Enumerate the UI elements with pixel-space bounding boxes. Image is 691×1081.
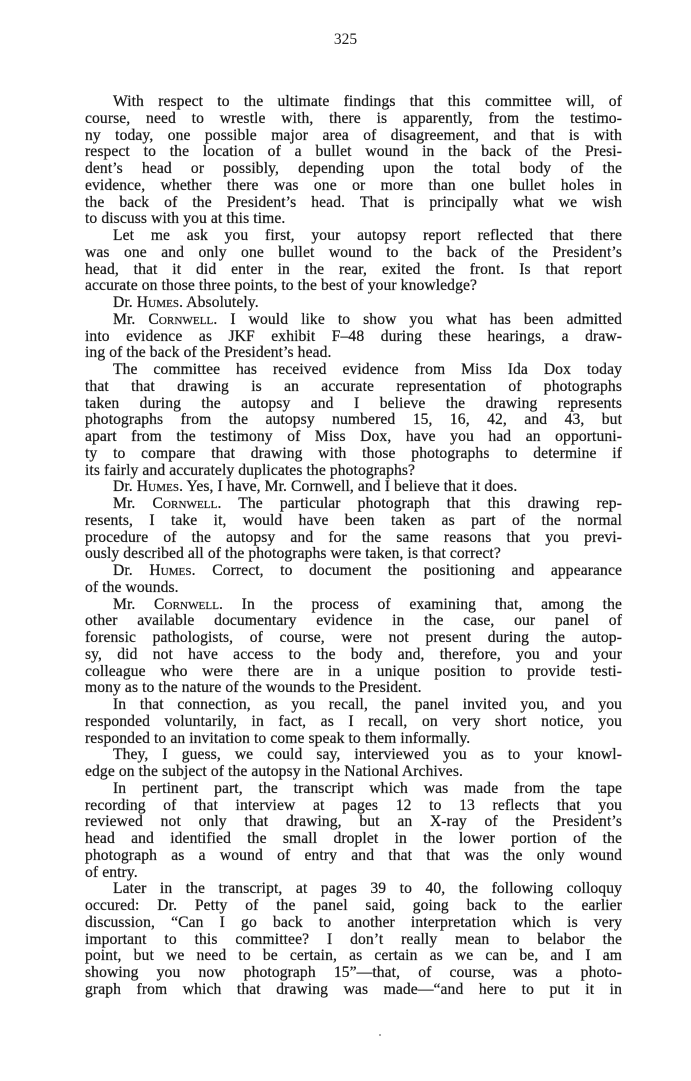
text-line: photographs from the autopsy numbered 15, 16, 42, and 43, but bbox=[85, 411, 622, 429]
text-line: They, I guess, we could say, interviewed you as to your knowl- bbox=[113, 746, 622, 764]
text-line: important to this committee? I don’t really mean to belabor the bbox=[85, 930, 622, 948]
speaker-paragraph bbox=[85, 295, 622, 312]
text-line bbox=[85, 597, 622, 614]
text-line bbox=[85, 496, 622, 513]
text-line: colleague who were there are in a unique position to provide testi- bbox=[85, 662, 622, 680]
speech-text: Yes, I have, Mr. Cornwell, and I believe that it does. bbox=[186, 478, 518, 496]
text-line: respect to the location of a bullet wound in the back of the Presi- bbox=[85, 143, 622, 161]
speaker-paragraph bbox=[85, 496, 622, 563]
text-line: ing of the back of the President’s head. bbox=[85, 344, 332, 362]
text-line bbox=[85, 563, 622, 580]
speaker-name: Humes. bbox=[149, 562, 196, 579]
speaker-name: Humes. bbox=[136, 294, 184, 311]
text-line: The committee has received evidence from Miss Ida Dox today bbox=[113, 361, 622, 378]
text-line: edge on the subject of the autopsy in the National Archives. bbox=[85, 763, 463, 780]
text-line: to discuss with you at this time. bbox=[85, 210, 286, 228]
text-line: accurate on those three points, to the best of your knowledge? bbox=[85, 277, 478, 295]
text-line: head and identified the small droplet in the lower portion of the bbox=[85, 830, 622, 847]
text-line: that that drawing is an accurate representation of photographs bbox=[85, 377, 622, 395]
text-line: point, but we need to be certain, as certain as we can be, and I am bbox=[85, 947, 622, 965]
text-line: of entry. bbox=[85, 863, 138, 881]
text-line: was one and only one bullet wound to the back of the President’s bbox=[85, 243, 622, 261]
speaker-title: Dr. bbox=[113, 294, 133, 311]
text-line: Let me ask you first, your autopsy report reflected that there bbox=[113, 227, 622, 244]
speaker-name: Humes. bbox=[136, 478, 184, 496]
text-line: In that connection, as you recall, the panel invited you, and you bbox=[113, 696, 622, 713]
text-line: evidence, whether there was one or more than one bullet holes in bbox=[85, 176, 622, 194]
speaker-paragraph bbox=[85, 563, 622, 597]
text-line: With respect to the ultimate findings that this committee will, of bbox=[113, 93, 622, 110]
text-line bbox=[85, 312, 622, 329]
speaker-title: Dr. bbox=[113, 562, 133, 579]
speech-text: In the process of examining that, among the bbox=[241, 595, 623, 613]
speech-text: The particular photograph that this drawing rep- bbox=[238, 495, 622, 512]
text-line: occured: Dr. Petty of the panel said, going back to the earlier bbox=[85, 897, 622, 914]
speech-text: Correct, to document the positioning and appearance bbox=[212, 562, 622, 579]
text-line bbox=[85, 479, 622, 496]
page-number: 325 bbox=[333, 31, 358, 48]
text-line: into evidence as JKF exhibit F–48 during these hearings, a draw- bbox=[85, 327, 622, 345]
text-line: taken during the autopsy and I believe the drawing represents bbox=[85, 394, 622, 412]
speech-text: Absolutely. bbox=[186, 294, 259, 311]
paragraph bbox=[85, 94, 622, 228]
speaker-title: Mr. bbox=[113, 595, 136, 613]
text-line: sy, did not have access to the body and, therefore, you and your bbox=[85, 645, 622, 663]
text-line: head, that it did enter in the rear, exited the front. Is that report bbox=[85, 260, 622, 278]
paragraph bbox=[85, 697, 622, 747]
speaker-title: Mr. bbox=[113, 310, 136, 328]
scan-speck bbox=[379, 1034, 381, 1036]
text-line: mony as to the nature of the wounds to the President. bbox=[85, 679, 422, 697]
speaker-title: Dr. bbox=[113, 478, 133, 496]
text-line bbox=[85, 295, 622, 312]
paragraph bbox=[85, 362, 622, 479]
paragraph bbox=[85, 747, 622, 781]
speaker-paragraph bbox=[85, 479, 622, 496]
text-line: photograph as a wound of entry and that that was the only wound bbox=[85, 846, 622, 864]
text-line: other available documentary evidence in the case, our panel of bbox=[85, 612, 622, 630]
text-line: the back of the President’s head. That is principally what we wish bbox=[85, 193, 622, 211]
text-line: of the wounds. bbox=[85, 578, 179, 596]
text-line: Later in the transcript, at pages 39 to 40, the following colloquy bbox=[113, 880, 622, 898]
text-line: graph from which that drawing was made—“and here to put it in bbox=[85, 980, 622, 998]
speech-text: I would like to show you what has been admitted bbox=[230, 310, 623, 328]
text-line: procedure of the autopsy and for the same reasons that you previ- bbox=[85, 528, 622, 546]
text-line: ny today, one possible major area of disagreement, and that is with bbox=[85, 126, 622, 144]
text-line: forensic pathologists, of course, were not present during the autop- bbox=[85, 629, 622, 646]
text-line: responded voluntarily, in fact, as I recall, on very short notice, you bbox=[85, 712, 622, 730]
speaker-paragraph bbox=[85, 597, 622, 698]
paragraph bbox=[85, 228, 622, 295]
text-line: discussion, “Can I go back to another interpretation which is very bbox=[85, 913, 622, 931]
speaker-name: Cornwell. bbox=[154, 595, 224, 613]
text-line: resents, I take it, would have been taken as part of the normal bbox=[85, 511, 622, 529]
text-line: dent’s head or possibly, depending upon the total body of the bbox=[85, 160, 622, 177]
speaker-name: Cornwell. bbox=[148, 310, 218, 328]
text-line: its fairly and accurately duplicates the photographs? bbox=[85, 461, 416, 479]
text-line: ty to compare that drawing with those photographs to determine if bbox=[85, 444, 622, 462]
text-line: apart from the testimony of Miss Dox, have you had an opportuni- bbox=[85, 428, 622, 445]
text-line: ously described all of the photographs were taken, is that correct? bbox=[85, 545, 501, 563]
speaker-name: Cornwell. bbox=[152, 495, 222, 512]
speaker-paragraph bbox=[85, 312, 622, 362]
text-line: showing you now photograph 15”—that, of course, was a photo- bbox=[85, 964, 622, 981]
paragraph bbox=[85, 881, 622, 998]
speaker-title: Mr. bbox=[113, 495, 136, 512]
text-line: reviewed not only that drawing, but an X-ray of the President’s bbox=[85, 813, 622, 831]
text-line: responded to an invitation to come speak to them informally. bbox=[85, 729, 471, 747]
document-body bbox=[85, 94, 622, 999]
text-line: In pertinent part, the transcript which was made from the tape bbox=[113, 779, 622, 797]
text-line: course, need to wrestle with, there is apparently, from the testimo- bbox=[85, 109, 622, 127]
paragraph bbox=[85, 781, 622, 882]
text-line: recording of that interview at pages 12 to 13 reflects that you bbox=[85, 796, 622, 814]
